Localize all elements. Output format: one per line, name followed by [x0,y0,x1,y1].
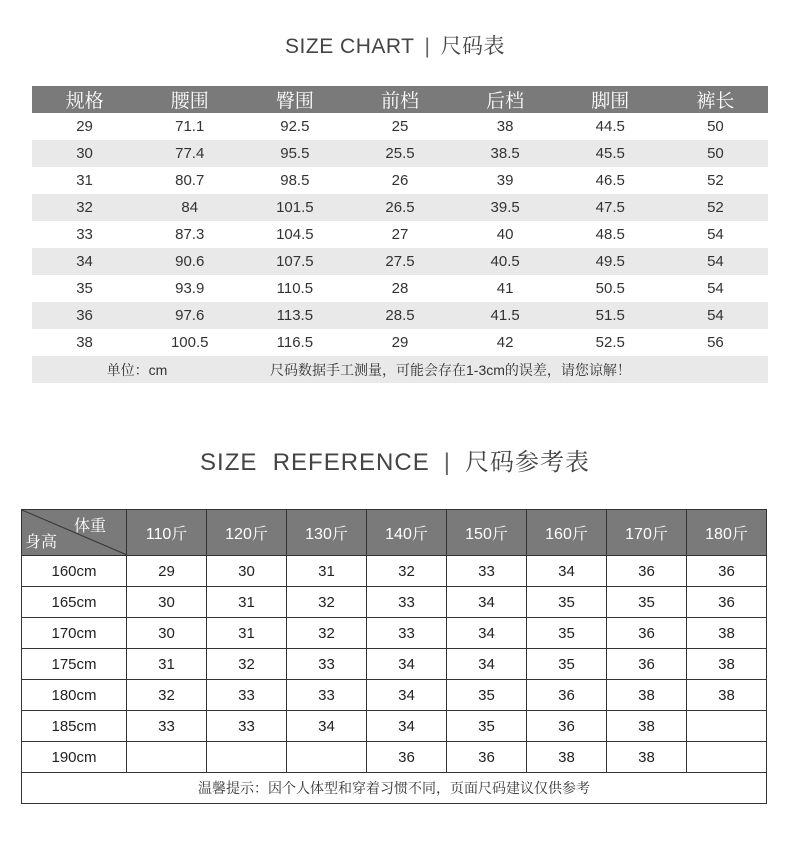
size-cell: 30 [207,556,287,587]
chart-cell: 29 [391,334,409,351]
chart-cell: 38.5 [490,145,520,162]
size-cell: 38 [687,649,767,680]
size-cell: 31 [127,649,207,680]
measure-note: 尺码数据手工测量，可能会存在1-3cm的误差，请您谅解！ [270,361,631,378]
chart-cell: 90.6 [175,253,205,270]
chart-row [32,113,768,140]
size-cell: 34 [447,587,527,618]
size-cell: 33 [287,649,367,680]
chart-cell: 84 [181,199,199,216]
chart-cell: 30 [76,145,93,162]
title-separator: | [424,35,431,58]
chart-cell: 41.5 [490,307,520,324]
chart-cell: 87.3 [175,226,205,243]
size-reference-title [0,442,790,477]
chart-row [32,167,768,194]
height-cell: 180cm [22,680,127,711]
size-cell: 35 [527,587,607,618]
size-cell: 30 [127,618,207,649]
size-cell: 33 [207,680,287,711]
size-cell: 34 [447,649,527,680]
reference-footer-note: 温馨提示：因个人体型和穿着习惯不同，页面尺码建议仅供参考 [22,773,767,804]
weight-header-cell: 140斤 [367,510,447,556]
weight-header-cell: 180斤 [687,510,767,556]
chart-cell: 49.5 [595,253,625,270]
chart-cell: 110.5 [276,280,314,297]
chart-cell: 38 [76,334,93,351]
chart-cell: 26.5 [385,199,415,216]
corner-height-label: 身高 [25,534,58,551]
chart-cell: 95.5 [280,145,310,162]
reference-row [22,587,767,618]
weight-header-cell: 170斤 [607,510,687,556]
size-chart-header [32,86,768,113]
size-cell: 38 [607,711,687,742]
chart-cell: 54 [707,253,724,270]
size-cell: 35 [447,711,527,742]
chart-cell: 52.5 [595,334,625,351]
size-cell: 35 [527,649,607,680]
chart-cell: 98.5 [280,172,310,189]
chart-header-cell: 脚围 [591,91,630,112]
chart-header-cell: 后档 [486,91,525,112]
size-cell: 34 [367,680,447,711]
size-cell: 30 [127,587,207,618]
size-cell: 31 [207,587,287,618]
size-reference-title-en: SIZE REFERENCE [200,449,430,476]
chart-header-cell: 裤长 [696,91,735,112]
size-reference-title-cn: 尺码参考表 [464,449,590,476]
size-cell: 29 [127,556,207,587]
size-cell: 32 [127,680,207,711]
chart-cell: 93.9 [175,280,205,297]
height-cell: 160cm [22,556,127,587]
chart-cell: 80.7 [175,172,205,189]
unit-note: 单位：cm [106,361,168,378]
chart-cell: 48.5 [595,226,625,243]
chart-header-cell: 前档 [380,91,419,112]
size-cell: 36 [607,618,687,649]
size-cell: 31 [207,618,287,649]
chart-row [32,329,768,356]
weight-header-cell: 150斤 [447,510,527,556]
size-cell: 33 [447,556,527,587]
chart-header-cell: 规格 [65,91,104,112]
chart-cell: 45.5 [595,145,625,162]
corner-weight-label: 体重 [73,518,106,535]
size-cell: 33 [127,711,207,742]
size-cell: 36 [607,649,687,680]
size-cell: 36 [527,680,607,711]
chart-cell: 39 [496,172,514,189]
size-cell [127,742,207,773]
chart-cell: 54 [707,226,724,243]
size-cell: 36 [447,742,527,773]
size-cell: 33 [367,618,447,649]
size-cell [287,742,367,773]
chart-cell: 27.5 [385,253,415,270]
size-cell: 33 [207,711,287,742]
size-chart-table [32,86,768,383]
chart-cell: 35 [76,280,93,297]
size-chart-title [0,30,790,60]
reference-row [22,680,767,711]
size-cell: 35 [527,618,607,649]
chart-row [32,221,768,248]
chart-cell: 34 [76,253,93,270]
chart-cell: 50 [707,118,724,135]
size-cell [687,711,767,742]
chart-cell: 104.5 [276,226,314,243]
chart-cell: 25 [391,118,409,135]
chart-cell: 50 [707,145,724,162]
title-separator: | [443,449,451,476]
chart-cell: 44.5 [595,118,625,135]
chart-row [32,302,768,329]
size-cell: 34 [367,711,447,742]
chart-cell: 40.5 [490,253,520,270]
size-cell: 38 [687,680,767,711]
chart-cell: 47.5 [595,199,625,216]
size-cell: 32 [287,618,367,649]
chart-cell: 77.4 [175,145,205,162]
size-cell: 36 [687,556,767,587]
size-cell: 34 [287,711,367,742]
reference-row [22,649,767,680]
size-cell: 38 [527,742,607,773]
chart-cell: 42 [496,334,514,351]
chart-cell: 33 [76,226,93,243]
size-chart-body [32,113,768,356]
reference-row [22,711,767,742]
size-cell: 38 [607,742,687,773]
reference-row [22,618,767,649]
size-cell: 33 [287,680,367,711]
size-reference-table [21,509,767,804]
chart-cell: 107.5 [276,253,314,270]
chart-cell: 36 [76,307,93,324]
chart-cell: 40 [496,226,514,243]
chart-cell: 92.5 [280,118,310,135]
size-cell: 32 [367,556,447,587]
chart-cell: 31 [76,172,93,189]
chart-cell: 26 [391,172,409,189]
size-cell [687,742,767,773]
chart-row [32,248,768,275]
size-cell: 32 [207,649,287,680]
size-cell: 36 [607,556,687,587]
size-cell: 34 [447,618,527,649]
chart-cell: 54 [707,307,724,324]
size-chart-note-row [32,356,768,383]
size-cell: 34 [367,649,447,680]
chart-header-cell: 臀围 [275,91,314,112]
chart-row [32,194,768,221]
weight-header-cell: 160斤 [527,510,607,556]
chart-cell: 100.5 [170,334,209,351]
height-cell: 185cm [22,711,127,742]
chart-row [32,275,768,302]
chart-cell: 54 [707,280,724,297]
height-cell: 170cm [22,618,127,649]
size-cell: 34 [527,556,607,587]
chart-cell: 116.5 [276,334,314,351]
chart-cell: 71.1 [175,118,205,135]
reference-footer-row [22,773,767,804]
reference-row [22,556,767,587]
size-cell: 36 [687,587,767,618]
size-cell: 31 [287,556,367,587]
size-chart-title-cn: 尺码表 [440,35,505,58]
chart-cell: 38 [496,118,514,135]
height-cell: 165cm [22,587,127,618]
chart-cell: 25.5 [385,145,415,162]
chart-cell: 52 [707,172,724,189]
size-cell: 35 [447,680,527,711]
corner-header-cell [22,510,127,556]
chart-cell: 52 [707,199,724,216]
reference-header-row [22,510,767,556]
height-cell: 175cm [22,649,127,680]
size-cell: 38 [687,618,767,649]
chart-cell: 51.5 [595,307,625,324]
chart-cell: 56 [707,334,724,351]
weight-header-cell: 110斤 [127,510,207,556]
size-cell: 36 [367,742,447,773]
chart-cell: 27 [391,226,409,243]
reference-body [22,556,767,773]
weight-header-cell: 130斤 [287,510,367,556]
height-cell: 190cm [22,742,127,773]
weight-header-cell: 120斤 [207,510,287,556]
chart-cell: 50.5 [595,280,625,297]
chart-cell: 32 [76,199,93,216]
chart-header-cell: 腰围 [170,91,209,112]
size-cell [207,742,287,773]
chart-cell: 113.5 [276,307,314,324]
size-cell: 32 [287,587,367,618]
size-cell: 35 [607,587,687,618]
size-chart-title-en: SIZE CHART [285,35,415,58]
chart-cell: 97.6 [175,307,205,324]
chart-cell: 46.5 [595,172,625,189]
chart-cell: 29 [76,118,93,135]
chart-cell: 101.5 [276,199,314,216]
size-cell: 38 [607,680,687,711]
chart-cell: 28 [391,280,409,297]
chart-cell: 41 [496,280,514,297]
size-cell: 33 [367,587,447,618]
chart-row [32,140,768,167]
chart-cell: 28.5 [385,307,415,324]
size-cell: 36 [527,711,607,742]
chart-cell: 39.5 [490,199,520,216]
reference-row [22,742,767,773]
